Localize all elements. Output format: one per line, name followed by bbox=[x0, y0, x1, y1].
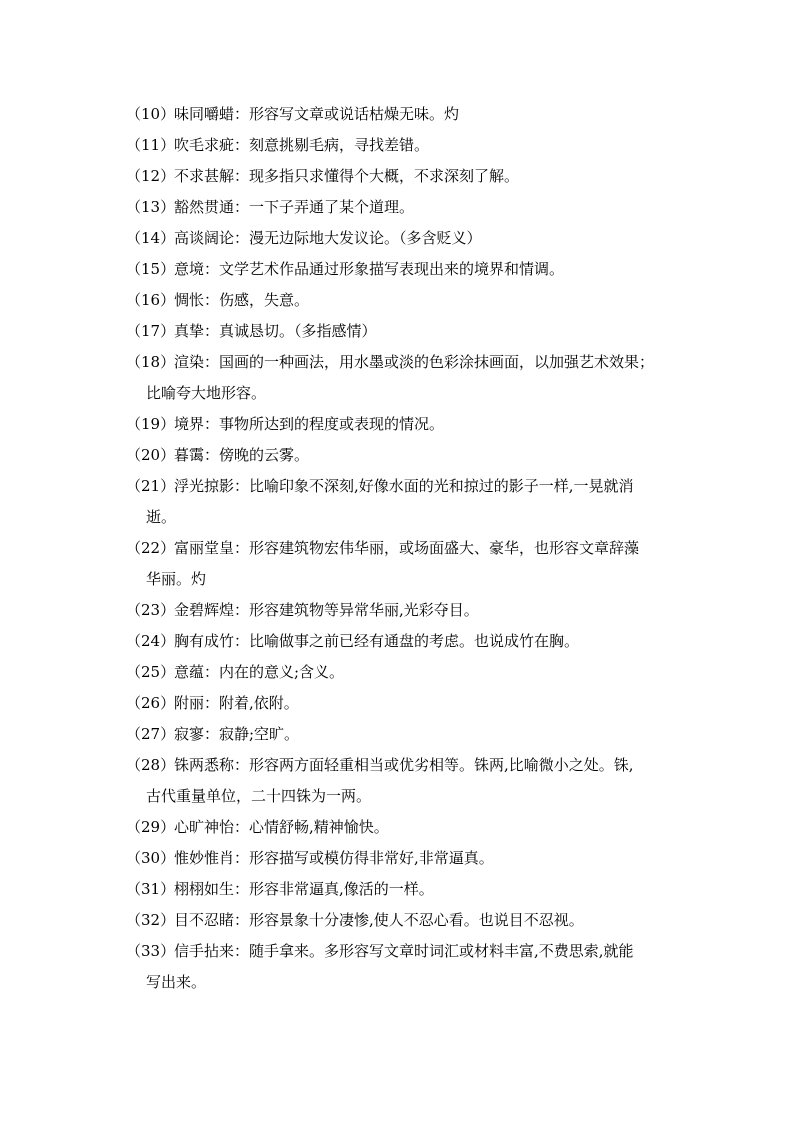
entry-number: （31） bbox=[126, 880, 176, 898]
vocab-entry-continuation bbox=[126, 781, 686, 812]
entry-text: 渲染：国画的一种画法，用水墨或淡的色彩涂抹画面，以加强艺术效果； bbox=[174, 353, 655, 371]
vocab-entry bbox=[126, 843, 686, 874]
vocab-entry-continuation bbox=[126, 564, 686, 595]
vocab-entry bbox=[126, 657, 686, 688]
vocab-entry bbox=[126, 626, 686, 657]
entry-number: （11） bbox=[126, 136, 176, 154]
vocabulary-list bbox=[126, 99, 686, 998]
entry-number: （14） bbox=[126, 229, 176, 247]
entry-text: 吹毛求疵：刻意挑剔毛病，寻找差错。 bbox=[174, 136, 430, 154]
vocab-entry bbox=[126, 874, 686, 905]
entry-text: 写出来。 bbox=[146, 973, 207, 991]
vocab-entry bbox=[126, 130, 686, 161]
vocab-entry-continuation bbox=[126, 502, 686, 533]
entry-number: （13） bbox=[126, 198, 176, 216]
entry-number: （10） bbox=[126, 105, 176, 123]
vocab-entry bbox=[126, 223, 686, 254]
vocab-entry bbox=[126, 688, 686, 719]
vocab-entry bbox=[126, 99, 686, 130]
entry-number: （17） bbox=[126, 322, 176, 340]
entry-text: 华丽。灼 bbox=[146, 570, 207, 588]
vocab-entry bbox=[126, 440, 686, 471]
vocab-entry bbox=[126, 719, 686, 750]
vocab-entry bbox=[126, 905, 686, 936]
entry-text: 比喻夸大地形容。 bbox=[146, 384, 267, 402]
entry-text: 惆怅：伤感，失意。 bbox=[174, 291, 310, 309]
vocab-entry bbox=[126, 812, 686, 843]
vocab-entry bbox=[126, 750, 686, 781]
vocab-entry bbox=[126, 347, 686, 378]
entry-text: 胸有成竹：比喻做事之前已经有通盘的考虑。也说成竹在胸。 bbox=[174, 632, 580, 650]
entry-number: （25） bbox=[126, 663, 176, 681]
entry-number: （24） bbox=[126, 632, 176, 650]
entry-text: 铢两悉称：形容两方面轻重相当或优劣相等。铢两,比喻微小之处。铢, bbox=[174, 756, 634, 774]
entry-text: 心旷神怡：心情舒畅,精神愉快。 bbox=[174, 818, 389, 836]
entry-number: （32） bbox=[126, 911, 176, 929]
entry-number: （27） bbox=[126, 725, 176, 743]
entry-text: 真挚：真诚恳切。（多指感情） bbox=[174, 322, 377, 340]
entry-text: 境界：事物所达到的程度或表现的情况。 bbox=[174, 415, 445, 433]
entry-text: 味同嚼蜡：形容写文章或说话枯燥无味。灼 bbox=[174, 105, 460, 123]
entry-number: （21） bbox=[126, 477, 176, 495]
vocab-entry bbox=[126, 533, 686, 564]
entry-text: 高谈阔论：漫无边际地大发议论。（多含贬义） bbox=[174, 229, 482, 247]
entry-text: 暮霭：傍晚的云雾。 bbox=[174, 446, 310, 464]
vocab-entry-continuation bbox=[126, 967, 686, 998]
entry-text: 目不忍睹：形容景象十分凄惨,使人不忍心看。也说目不忍视。 bbox=[174, 911, 584, 929]
entry-number: （22） bbox=[126, 539, 176, 557]
vocab-entry bbox=[126, 595, 686, 626]
entry-text: 不求甚解：现多指只求懂得个大概，不求深刻了解。 bbox=[174, 167, 520, 185]
vocab-entry bbox=[126, 471, 686, 502]
entry-number: （16） bbox=[126, 291, 176, 309]
entry-text: 古代重量单位，二十四铢为一两。 bbox=[146, 787, 372, 805]
entry-number: （28） bbox=[126, 756, 176, 774]
entry-number: （19） bbox=[126, 415, 176, 433]
vocab-entry bbox=[126, 409, 686, 440]
entry-number: （33） bbox=[126, 942, 176, 960]
vocab-entry-continuation bbox=[126, 378, 686, 409]
vocab-entry bbox=[126, 192, 686, 223]
entry-text: 豁然贯通：一下子弄通了某个道理。 bbox=[174, 198, 415, 216]
entry-text: 意蕴：内在的意义;含义。 bbox=[174, 663, 345, 681]
entry-text: 栩栩如生：形容非常逼真,像活的一样。 bbox=[174, 880, 434, 898]
entry-text: 惟妙惟肖：形容描写或模仿得非常好,非常逼真。 bbox=[174, 849, 494, 867]
entry-number: （26） bbox=[126, 694, 176, 712]
vocab-entry bbox=[126, 254, 686, 285]
vocab-entry bbox=[126, 936, 686, 967]
entry-number: （23） bbox=[126, 601, 176, 619]
entry-number: （18） bbox=[126, 353, 176, 371]
entry-text: 逝。 bbox=[146, 508, 177, 526]
vocab-entry bbox=[126, 285, 686, 316]
vocab-entry bbox=[126, 161, 686, 192]
entry-text: 附丽：附着,依附。 bbox=[174, 694, 299, 712]
vocab-entry bbox=[126, 316, 686, 347]
entry-text: 浮光掠影：比喻印象不深刻,好像水面的光和掠过的影子一样,一晃就消 bbox=[174, 477, 634, 495]
entry-text: 信手拈来：随手拿来。多形容写文章时词汇或材料丰富,不费思索,就能 bbox=[174, 942, 634, 960]
entry-text: 富丽堂皇：形容建筑物宏伟华丽，或场面盛大、豪华，也形容文章辞藻 bbox=[174, 539, 640, 557]
entry-text: 意境：文学艺术作品通过形象描写表现出来的境界和情调。 bbox=[174, 260, 565, 278]
entry-number: （15） bbox=[126, 260, 176, 278]
entry-text: 寂寥：寂静;空旷。 bbox=[174, 725, 300, 743]
entry-number: （12） bbox=[126, 167, 176, 185]
entry-text: 金碧辉煌：形容建筑物等异常华丽,光彩夺目。 bbox=[174, 601, 479, 619]
entry-number: （20） bbox=[126, 446, 176, 464]
entry-number: （30） bbox=[126, 849, 176, 867]
entry-number: （29） bbox=[126, 818, 176, 836]
